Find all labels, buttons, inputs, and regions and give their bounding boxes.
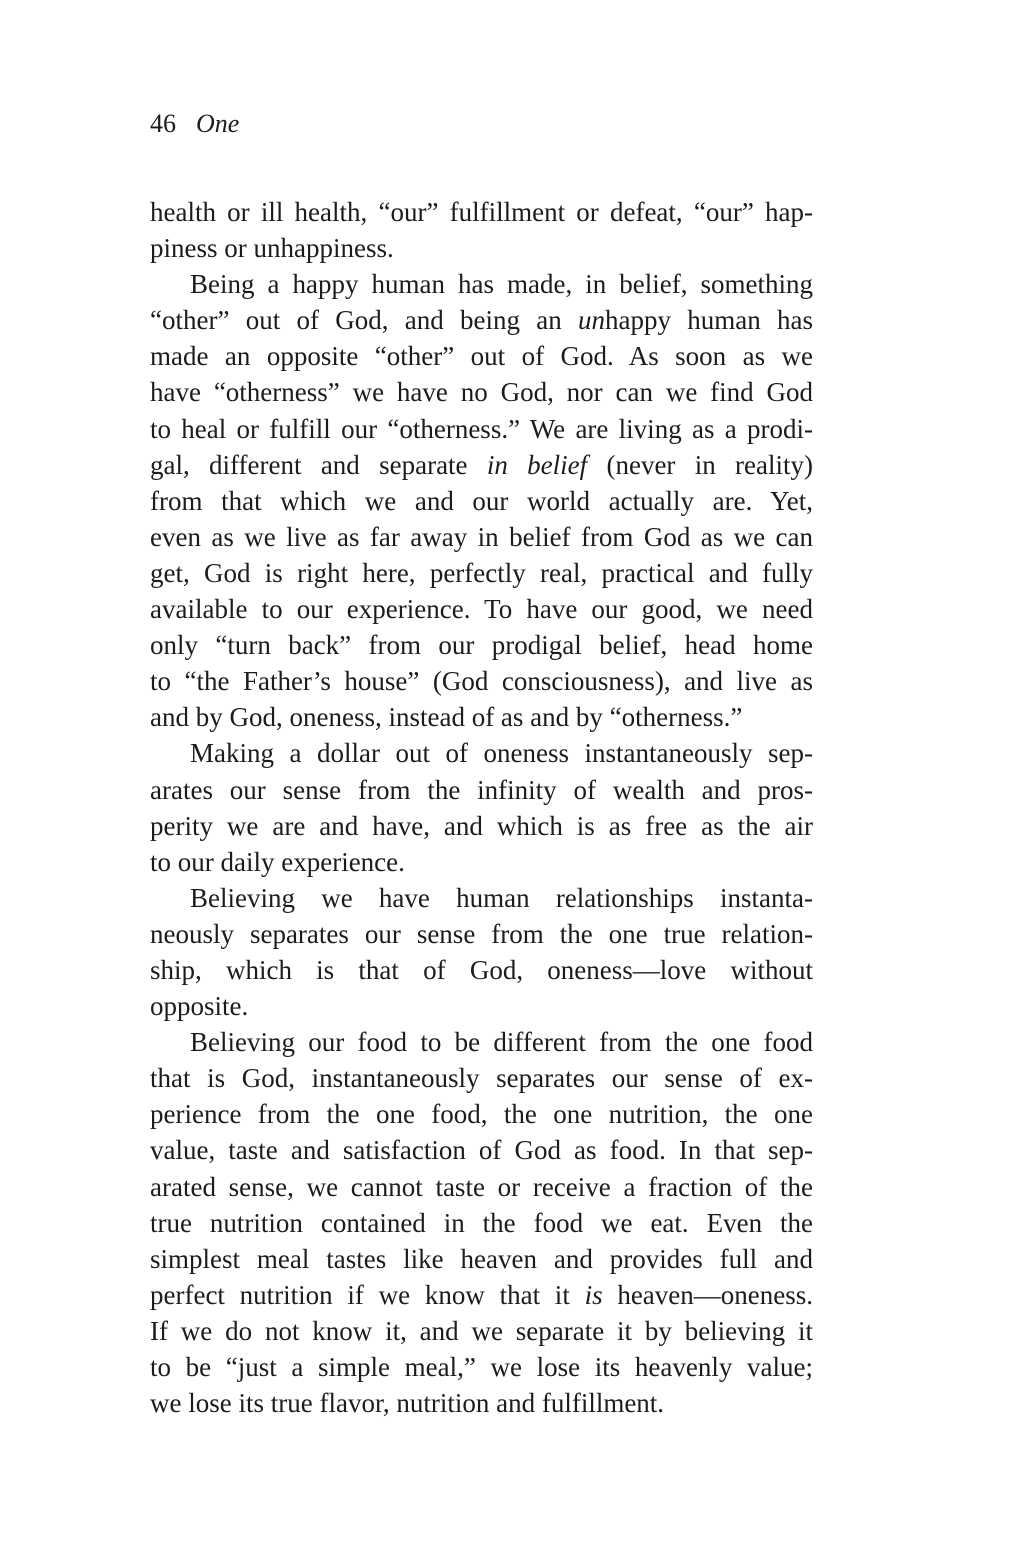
text-run: perience from the one food, the one nutrition, the one (150, 1099, 813, 1130)
text-line (150, 1169, 813, 1205)
text-run: happy human has (605, 305, 813, 336)
text-run: to “the Father’s house” (God consciousness), and live as (150, 666, 813, 697)
text-run: If we do not know it, and we separate it by believing it (150, 1315, 813, 1346)
text-run: that is God, instantaneously separates our sense of ex- (150, 1063, 813, 1094)
text-line (150, 772, 813, 808)
text-line (150, 555, 813, 591)
text-line (150, 1385, 813, 1421)
text-line (150, 519, 813, 555)
text-line (150, 411, 813, 447)
text-line (150, 1313, 813, 1349)
text-run: even as we live as far away in belief from God as we can (150, 521, 813, 552)
text-run: Being a happy human has made, in belief, something (190, 269, 813, 300)
text-run: made an opposite “other” out of God. As soon as we (150, 341, 813, 372)
text-run: health or ill health, “our” fulfillment or defeat, “our” hap- (150, 197, 813, 227)
text-run: ship, which is that of God, oneness—love without (150, 954, 813, 985)
text-line (150, 663, 813, 699)
section-title: One (196, 109, 240, 138)
italic-text-run: un (578, 305, 605, 336)
text-run: to our daily experience. (150, 846, 405, 877)
text-run: value, taste and satisfaction of God as food. In that sep- (150, 1135, 813, 1166)
text-run: simplest meal tastes like heaven and provides full and (150, 1243, 813, 1274)
text-line (150, 1241, 813, 1277)
running-head (150, 106, 239, 142)
text-run: Making a dollar out of oneness instantaneously sep- (190, 738, 813, 769)
text-line (150, 1132, 813, 1168)
italic-text-run: in belief (486, 449, 588, 480)
text-run: to heal or fulfill our “otherness.” We are living as a prodi- (150, 413, 813, 444)
text-run: have “otherness” we have no God, nor can we find God (150, 377, 813, 408)
text-line (150, 266, 813, 302)
text-run: true nutrition contained in the food we eat. Even the (150, 1207, 813, 1238)
text-line (150, 483, 813, 519)
text-run: heaven—oneness. (602, 1279, 813, 1310)
italic-text-run: is (584, 1279, 603, 1310)
text-run: we lose its true flavor, nutrition and fulfillment. (150, 1388, 665, 1419)
text-line (150, 338, 813, 374)
text-run: gal, different and separate (150, 449, 487, 480)
text-line (150, 1096, 813, 1132)
text-run: neously separates our sense from the one true relation- (150, 918, 813, 949)
text-line (150, 447, 813, 483)
text-line (150, 1205, 813, 1241)
text-run: Believing we have human relationships instanta- (190, 882, 813, 913)
text-line (150, 735, 813, 771)
text-run: only “turn back” from our prodigal belief, head home (150, 630, 813, 661)
page-number: 46 (150, 109, 176, 138)
text-run: opposite. (150, 991, 249, 1022)
text-run: perity we are and have, and which is as free as the air (150, 810, 813, 841)
text-line (150, 627, 813, 663)
text-run: piness or unhappiness. (150, 233, 394, 264)
text-line (150, 230, 813, 266)
text-line (150, 194, 813, 230)
text-run: get, God is right here, perfectly real, practical and fully (150, 557, 813, 588)
text-run: and by God, oneness, instead of as and by “otherness.” (150, 702, 743, 733)
text-run: to be “just a simple meal,” we lose its heavenly value; (150, 1352, 813, 1382)
text-run: arated sense, we cannot taste or receive a fraction of the (150, 1171, 813, 1202)
text-run: arates our sense from the infinity of wealth and pros- (150, 774, 813, 805)
text-line (150, 302, 813, 338)
text-line (150, 591, 813, 627)
text-run: “other” out of God, and being an (150, 305, 578, 336)
text-line (150, 808, 813, 844)
text-run: from that which we and our world actually are. Yet, (150, 485, 813, 516)
text-line (150, 1024, 813, 1060)
text-line (150, 988, 813, 1024)
text-line (150, 699, 813, 735)
text-run: available to our experience. To have our good, we need (150, 594, 813, 625)
text-run: Believing our food to be different from the one food (190, 1027, 813, 1058)
body-text (150, 194, 813, 1421)
text-line (150, 952, 813, 988)
text-run: (never in reality) (587, 449, 813, 480)
text-run: perfect nutrition if we know that it (150, 1279, 585, 1310)
text-line (150, 916, 813, 952)
text-line (150, 374, 813, 410)
text-line (150, 844, 813, 880)
text-line (150, 1349, 813, 1385)
text-line (150, 1060, 813, 1096)
text-line (150, 880, 813, 916)
text-line (150, 1277, 813, 1313)
